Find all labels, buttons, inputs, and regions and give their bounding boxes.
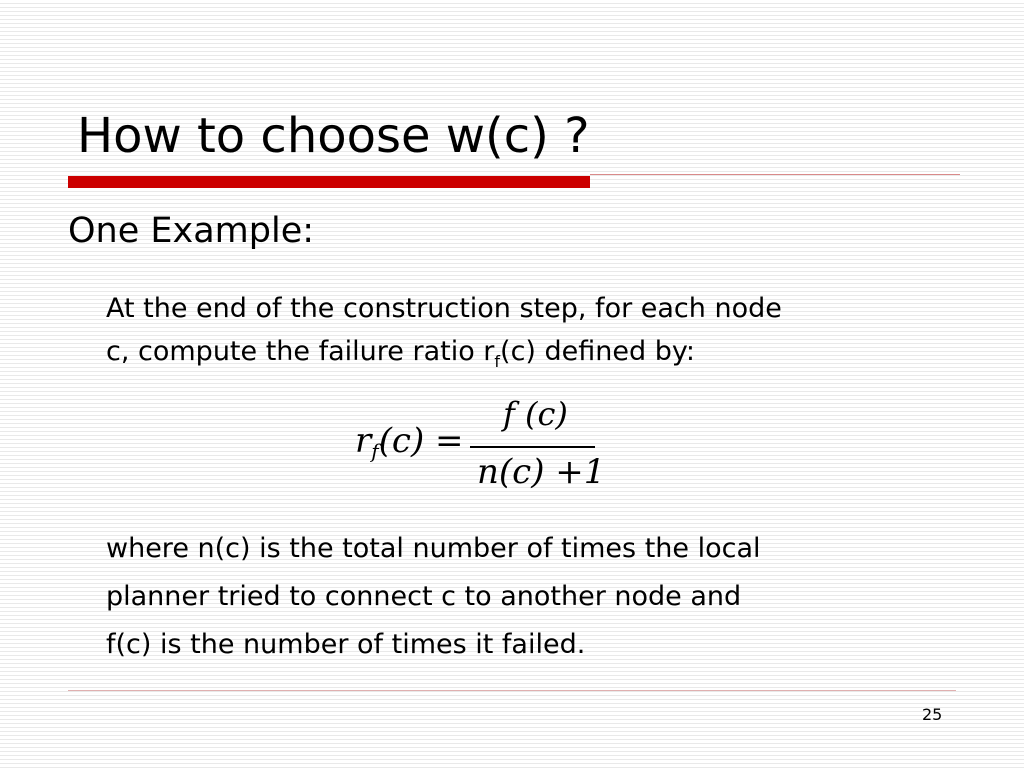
subheading: One Example: [68,211,315,251]
formula-lhs-rest: (c) = [378,421,464,461]
description-line-2 [106,330,986,376]
slide-title: How to choose w(c) ? [77,108,590,164]
explanation-line-3: f(c) is the number of times it failed. [106,629,586,660]
description-line-1: At the end of the construction step, for each node [106,293,782,324]
formula-lhs-base: r [355,421,372,461]
description-paragraph [106,287,986,376]
formula-lhs-subscript: f [371,439,379,463]
title-underline-accent [68,176,590,188]
formula-lhs [355,421,464,461]
description-line-2-start: c, compute the failure ratio r [106,336,495,367]
failure-ratio-formula [355,395,605,500]
failure-ratio-subscript: f [494,352,501,371]
formula-denominator: n(c) +1 [477,452,606,492]
explanation-paragraph [106,525,986,669]
description-line-2-end: (c) defined by: [500,336,695,367]
formula-numerator: f (c) [503,395,568,433]
explanation-line-1: where n(c) is the total number of times the local [106,533,761,564]
page-number: 25 [922,705,943,724]
explanation-line-2: planner tried to connect c to another node and [106,581,742,612]
footer-rule [68,690,956,691]
title-underline-thin [590,174,960,175]
formula-fraction-bar [470,446,595,448]
